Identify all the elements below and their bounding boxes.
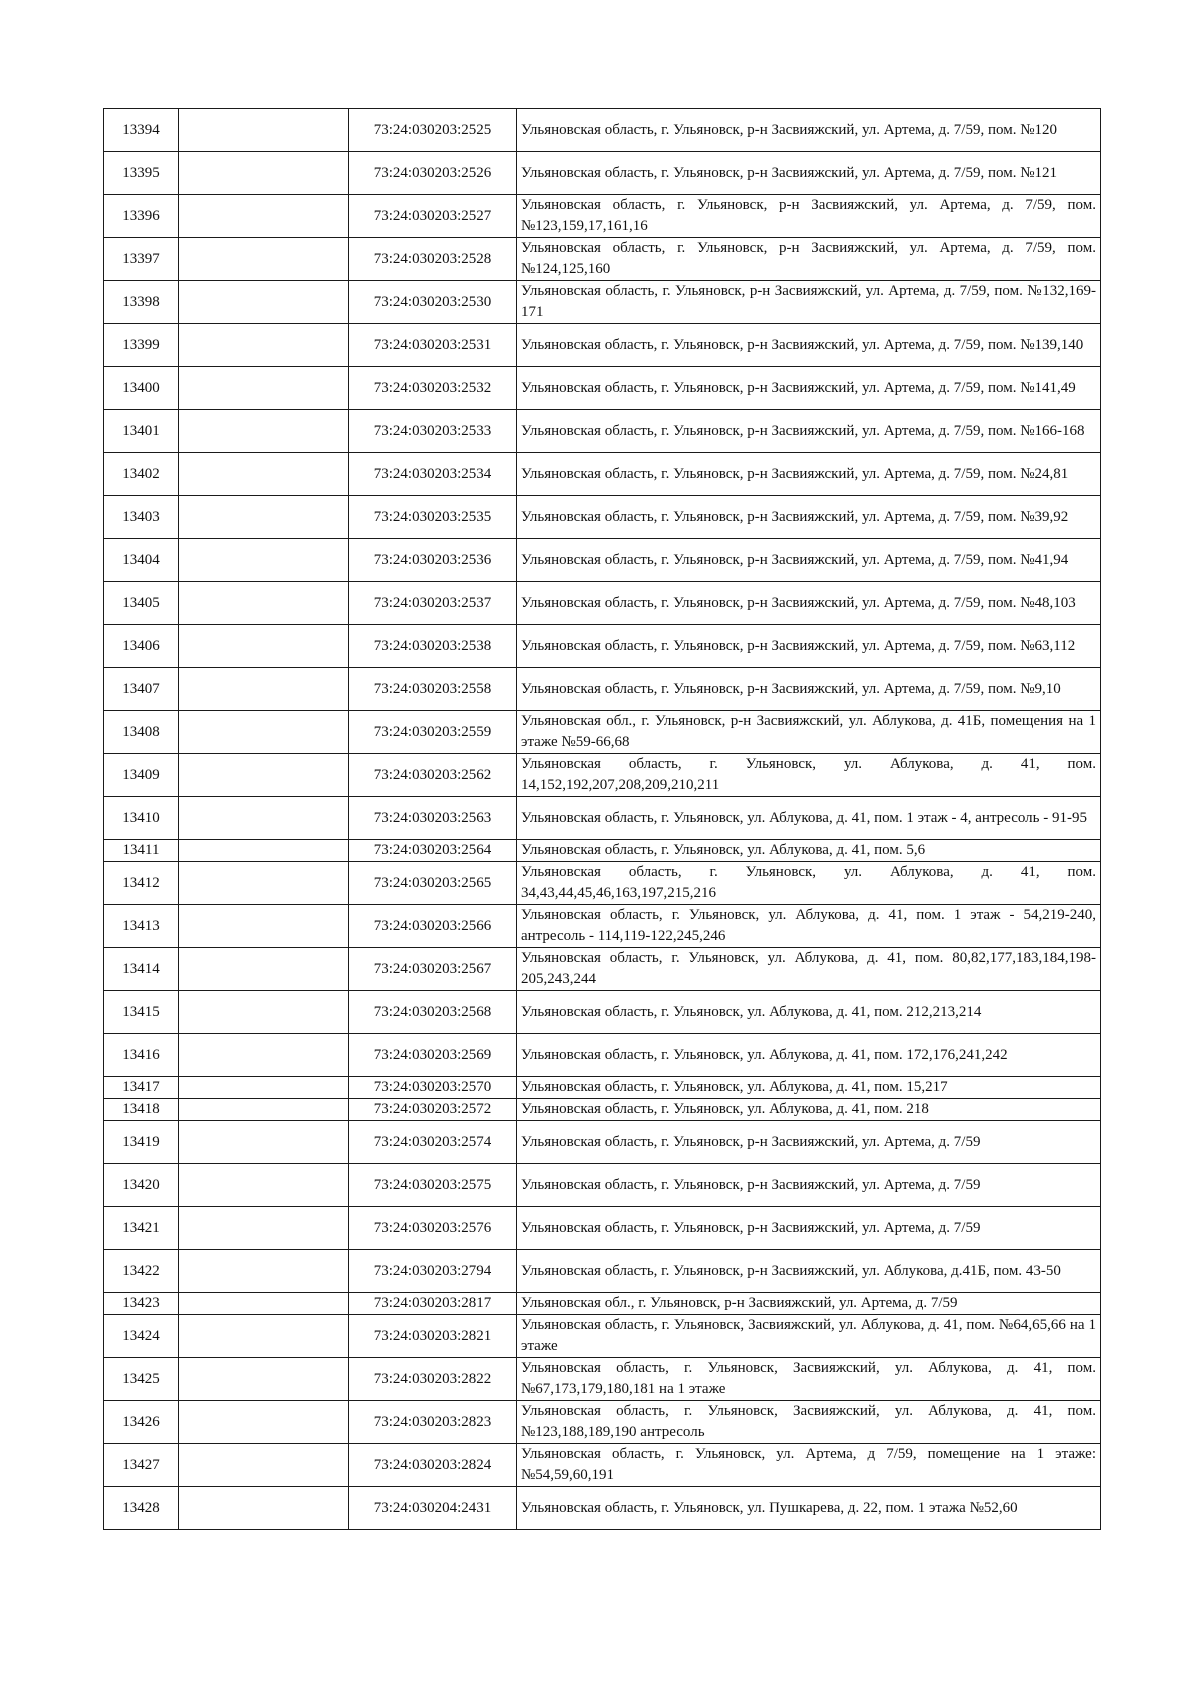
cadastral-number: 73:24:030203:2535 xyxy=(349,496,517,539)
cadastral-number: 73:24:030203:2575 xyxy=(349,1164,517,1207)
table-row xyxy=(104,1099,1101,1121)
cadastral-number: 73:24:030203:2532 xyxy=(349,367,517,410)
record-number: 13394 xyxy=(104,109,179,152)
property-address: Ульяновская область, г. Ульяновск, ул. Аблукова, д. 41, пом. 80,82,177,183,184,198-205,243,244 xyxy=(517,948,1101,991)
property-address: Ульяновская область, г. Ульяновск, Засвияжский, ул. Аблукова, д. 41, пом. №67,173,179,180,181 на 1 этаже xyxy=(517,1358,1101,1401)
empty-cell xyxy=(179,1293,349,1315)
table-body xyxy=(104,109,1101,1530)
record-number: 13402 xyxy=(104,453,179,496)
table-row xyxy=(104,109,1101,152)
table-row xyxy=(104,1293,1101,1315)
cadastral-number: 73:24:030203:2559 xyxy=(349,711,517,754)
property-address: Ульяновская область, г. Ульяновск, р-н Засвияжский, ул. Артема, д. 7/59, пом. №132,169-171 xyxy=(517,281,1101,324)
record-number: 13427 xyxy=(104,1444,179,1487)
property-address: Ульяновская область, г. Ульяновск, ул. Пушкарева, д. 22, пом. 1 этажа №52,60 xyxy=(517,1487,1101,1530)
table-row xyxy=(104,582,1101,625)
record-number: 13415 xyxy=(104,991,179,1034)
cadastral-number: 73:24:030203:2566 xyxy=(349,905,517,948)
record-number: 13412 xyxy=(104,862,179,905)
cadastral-number: 73:24:030203:2576 xyxy=(349,1207,517,1250)
table-row xyxy=(104,1121,1101,1164)
record-number: 13425 xyxy=(104,1358,179,1401)
cadastral-number: 73:24:030203:2564 xyxy=(349,840,517,862)
record-number: 13421 xyxy=(104,1207,179,1250)
property-address: Ульяновская область, г. Ульяновск, ул. Аблукова, д. 41, пом. 15,217 xyxy=(517,1077,1101,1099)
cadastral-number: 73:24:030203:2821 xyxy=(349,1315,517,1358)
record-number: 13403 xyxy=(104,496,179,539)
record-number: 13416 xyxy=(104,1034,179,1077)
record-number: 13395 xyxy=(104,152,179,195)
property-address: Ульяновская область, г. Ульяновск, ул. Аблукова, д. 41, пом. 172,176,241,242 xyxy=(517,1034,1101,1077)
empty-cell xyxy=(179,453,349,496)
cadastral-number: 73:24:030203:2537 xyxy=(349,582,517,625)
cadastral-number: 73:24:030203:2536 xyxy=(349,539,517,582)
record-number: 13419 xyxy=(104,1121,179,1164)
property-address: Ульяновская область, г. Ульяновск, р-н Засвияжский, ул. Артема, д. 7/59 xyxy=(517,1207,1101,1250)
table-row xyxy=(104,1315,1101,1358)
cadastral-number: 73:24:030203:2817 xyxy=(349,1293,517,1315)
cadastral-number: 73:24:030203:2563 xyxy=(349,797,517,840)
record-number: 13413 xyxy=(104,905,179,948)
property-address: Ульяновская область, г. Ульяновск, Засвияжский, ул. Аблукова, д. 41, пом. №64,65,66 на 1 этаже xyxy=(517,1315,1101,1358)
empty-cell xyxy=(179,367,349,410)
record-number: 13406 xyxy=(104,625,179,668)
property-address: Ульяновская область, г. Ульяновск, р-н Засвияжский, ул. Артема, д. 7/59, пом. №9,10 xyxy=(517,668,1101,711)
property-address: Ульяновская область, г. Ульяновск, р-н Засвияжский, ул. Артема, д. 7/59, пом. №121 xyxy=(517,152,1101,195)
empty-cell xyxy=(179,1487,349,1530)
cadastral-number: 73:24:030203:2530 xyxy=(349,281,517,324)
property-address: Ульяновская область, г. Ульяновск, р-н Засвияжский, ул. Артема, д. 7/59, пом. №48,103 xyxy=(517,582,1101,625)
empty-cell xyxy=(179,840,349,862)
property-address: Ульяновская область, г. Ульяновск, р-н Засвияжский, ул. Артема, д. 7/59, пом. №123,159,17,161,16 xyxy=(517,195,1101,238)
property-address: Ульяновская обл., г. Ульяновск, р-н Засвияжский, ул. Артема, д. 7/59 xyxy=(517,1293,1101,1315)
empty-cell xyxy=(179,711,349,754)
table-row xyxy=(104,539,1101,582)
property-address: Ульяновская область, г. Ульяновск, ул. Аблукова, д. 41, пом. 212,213,214 xyxy=(517,991,1101,1034)
table-row xyxy=(104,496,1101,539)
table-row xyxy=(104,367,1101,410)
cadastral-number: 73:24:030203:2569 xyxy=(349,1034,517,1077)
empty-cell xyxy=(179,1444,349,1487)
table-row xyxy=(104,840,1101,862)
table-row xyxy=(104,410,1101,453)
property-address: Ульяновская область, г. Ульяновск, Засвияжский, ул. Аблукова, д. 41, пом. №123,188,189,190 антресоль xyxy=(517,1401,1101,1444)
record-number: 13404 xyxy=(104,539,179,582)
record-number: 13420 xyxy=(104,1164,179,1207)
table-row xyxy=(104,668,1101,711)
property-address: Ульяновская область, г. Ульяновск, р-н Засвияжский, ул. Артема, д. 7/59, пом. №24,81 xyxy=(517,453,1101,496)
record-number: 13397 xyxy=(104,238,179,281)
table-row xyxy=(104,1250,1101,1293)
table-row xyxy=(104,1487,1101,1530)
property-registry-table xyxy=(103,108,1101,1530)
record-number: 13399 xyxy=(104,324,179,367)
record-number: 13422 xyxy=(104,1250,179,1293)
table-row xyxy=(104,453,1101,496)
cadastral-number: 73:24:030203:2794 xyxy=(349,1250,517,1293)
cadastral-number: 73:24:030203:2531 xyxy=(349,324,517,367)
empty-cell xyxy=(179,862,349,905)
empty-cell xyxy=(179,1121,349,1164)
empty-cell xyxy=(179,539,349,582)
table-row xyxy=(104,281,1101,324)
record-number: 13428 xyxy=(104,1487,179,1530)
table-row xyxy=(104,1358,1101,1401)
table-row xyxy=(104,625,1101,668)
record-number: 13418 xyxy=(104,1099,179,1121)
empty-cell xyxy=(179,1401,349,1444)
record-number: 13405 xyxy=(104,582,179,625)
empty-cell xyxy=(179,668,349,711)
empty-cell xyxy=(179,1250,349,1293)
property-address: Ульяновская область, г. Ульяновск, р-н Засвияжский, ул. Аблукова, д.41Б, пом. 43-50 xyxy=(517,1250,1101,1293)
empty-cell xyxy=(179,991,349,1034)
empty-cell xyxy=(179,582,349,625)
table-row xyxy=(104,1077,1101,1099)
table-row xyxy=(104,324,1101,367)
property-address: Ульяновская область, г. Ульяновск, ул. Аблукова, д. 41, пом. 14,152,192,207,208,209,210,211 xyxy=(517,754,1101,797)
table-row xyxy=(104,862,1101,905)
cadastral-number: 73:24:030204:2431 xyxy=(349,1487,517,1530)
table-row xyxy=(104,797,1101,840)
empty-cell xyxy=(179,109,349,152)
cadastral-number: 73:24:030203:2823 xyxy=(349,1401,517,1444)
empty-cell xyxy=(179,1077,349,1099)
cadastral-number: 73:24:030203:2562 xyxy=(349,754,517,797)
record-number: 13411 xyxy=(104,840,179,862)
record-number: 13401 xyxy=(104,410,179,453)
cadastral-number: 73:24:030203:2567 xyxy=(349,948,517,991)
cadastral-number: 73:24:030203:2526 xyxy=(349,152,517,195)
property-address: Ульяновская область, г. Ульяновск, р-н Засвияжский, ул. Артема, д. 7/59 xyxy=(517,1164,1101,1207)
property-address: Ульяновская область, г. Ульяновск, р-н Засвияжский, ул. Артема, д. 7/59, пом. №139,140 xyxy=(517,324,1101,367)
property-address: Ульяновская область, г. Ульяновск, р-н Засвияжский, ул. Артема, д. 7/59, пом. №120 xyxy=(517,109,1101,152)
record-number: 13426 xyxy=(104,1401,179,1444)
empty-cell xyxy=(179,754,349,797)
record-number: 13414 xyxy=(104,948,179,991)
empty-cell xyxy=(179,1358,349,1401)
cadastral-number: 73:24:030203:2568 xyxy=(349,991,517,1034)
property-address: Ульяновская область, г. Ульяновск, р-н Засвияжский, ул. Артема, д. 7/59, пом. №124,125,160 xyxy=(517,238,1101,281)
cadastral-number: 73:24:030203:2538 xyxy=(349,625,517,668)
empty-cell xyxy=(179,797,349,840)
empty-cell xyxy=(179,1099,349,1121)
cadastral-number: 73:24:030203:2527 xyxy=(349,195,517,238)
property-address: Ульяновская область, г. Ульяновск, р-н Засвияжский, ул. Артема, д. 7/59, пом. №166-168 xyxy=(517,410,1101,453)
table-row xyxy=(104,905,1101,948)
empty-cell xyxy=(179,324,349,367)
table-row xyxy=(104,1164,1101,1207)
record-number: 13408 xyxy=(104,711,179,754)
record-number: 13423 xyxy=(104,1293,179,1315)
cadastral-number: 73:24:030203:2534 xyxy=(349,453,517,496)
cadastral-number: 73:24:030203:2533 xyxy=(349,410,517,453)
property-address: Ульяновская область, г. Ульяновск, р-н Засвияжский, ул. Артема, д. 7/59, пом. №39,92 xyxy=(517,496,1101,539)
record-number: 13396 xyxy=(104,195,179,238)
cadastral-number: 73:24:030203:2565 xyxy=(349,862,517,905)
empty-cell xyxy=(179,1207,349,1250)
empty-cell xyxy=(179,410,349,453)
table-row xyxy=(104,948,1101,991)
table-row xyxy=(104,711,1101,754)
record-number: 13398 xyxy=(104,281,179,324)
table-row xyxy=(104,991,1101,1034)
empty-cell xyxy=(179,281,349,324)
record-number: 13417 xyxy=(104,1077,179,1099)
cadastral-number: 73:24:030203:2528 xyxy=(349,238,517,281)
record-number: 13410 xyxy=(104,797,179,840)
property-address: Ульяновская обл., г. Ульяновск, р-н Засвияжский, ул. Аблукова, д. 41Б, помещения на 1 этаже №59-66,68 xyxy=(517,711,1101,754)
table-row xyxy=(104,238,1101,281)
table-row xyxy=(104,1034,1101,1077)
table-row xyxy=(104,1401,1101,1444)
empty-cell xyxy=(179,238,349,281)
property-address: Ульяновская область, г. Ульяновск, ул. Аблукова, д. 41, пом. 218 xyxy=(517,1099,1101,1121)
empty-cell xyxy=(179,1315,349,1358)
cadastral-number: 73:24:030203:2822 xyxy=(349,1358,517,1401)
property-address: Ульяновская область, г. Ульяновск, ул. Артема, д 7/59, помещение на 1 этаже: №54,59,60,191 xyxy=(517,1444,1101,1487)
empty-cell xyxy=(179,948,349,991)
table-row xyxy=(104,1207,1101,1250)
empty-cell xyxy=(179,195,349,238)
property-address: Ульяновская область, г. Ульяновск, ул. Аблукова, д. 41, пом. 1 этаж - 4, антресоль - 91-95 xyxy=(517,797,1101,840)
cadastral-number: 73:24:030203:2572 xyxy=(349,1099,517,1121)
empty-cell xyxy=(179,905,349,948)
table-row xyxy=(104,195,1101,238)
empty-cell xyxy=(179,1034,349,1077)
property-address: Ульяновская область, г. Ульяновск, ул. Аблукова, д. 41, пом. 5,6 xyxy=(517,840,1101,862)
empty-cell xyxy=(179,1164,349,1207)
record-number: 13407 xyxy=(104,668,179,711)
empty-cell xyxy=(179,152,349,195)
property-address: Ульяновская область, г. Ульяновск, р-н Засвияжский, ул. Артема, д. 7/59, пом. №41,94 xyxy=(517,539,1101,582)
property-address: Ульяновская область, г. Ульяновск, р-н Засвияжский, ул. Артема, д. 7/59 xyxy=(517,1121,1101,1164)
table-row xyxy=(104,152,1101,195)
record-number: 13409 xyxy=(104,754,179,797)
property-address: Ульяновская область, г. Ульяновск, ул. Аблукова, д. 41, пом. 1 этаж - 54,219-240, антресоль - 114,119-122,245,246 xyxy=(517,905,1101,948)
property-address: Ульяновская область, г. Ульяновск, р-н Засвияжский, ул. Артема, д. 7/59, пом. №141,49 xyxy=(517,367,1101,410)
empty-cell xyxy=(179,625,349,668)
cadastral-number: 73:24:030203:2570 xyxy=(349,1077,517,1099)
table-row xyxy=(104,754,1101,797)
cadastral-number: 73:24:030203:2525 xyxy=(349,109,517,152)
property-address: Ульяновская область, г. Ульяновск, ул. Аблукова, д. 41, пом. 34,43,44,45,46,163,197,215,216 xyxy=(517,862,1101,905)
cadastral-number: 73:24:030203:2558 xyxy=(349,668,517,711)
empty-cell xyxy=(179,496,349,539)
cadastral-number: 73:24:030203:2824 xyxy=(349,1444,517,1487)
table-row xyxy=(104,1444,1101,1487)
record-number: 13424 xyxy=(104,1315,179,1358)
record-number: 13400 xyxy=(104,367,179,410)
property-address: Ульяновская область, г. Ульяновск, р-н Засвияжский, ул. Артема, д. 7/59, пом. №63,112 xyxy=(517,625,1101,668)
cadastral-number: 73:24:030203:2574 xyxy=(349,1121,517,1164)
